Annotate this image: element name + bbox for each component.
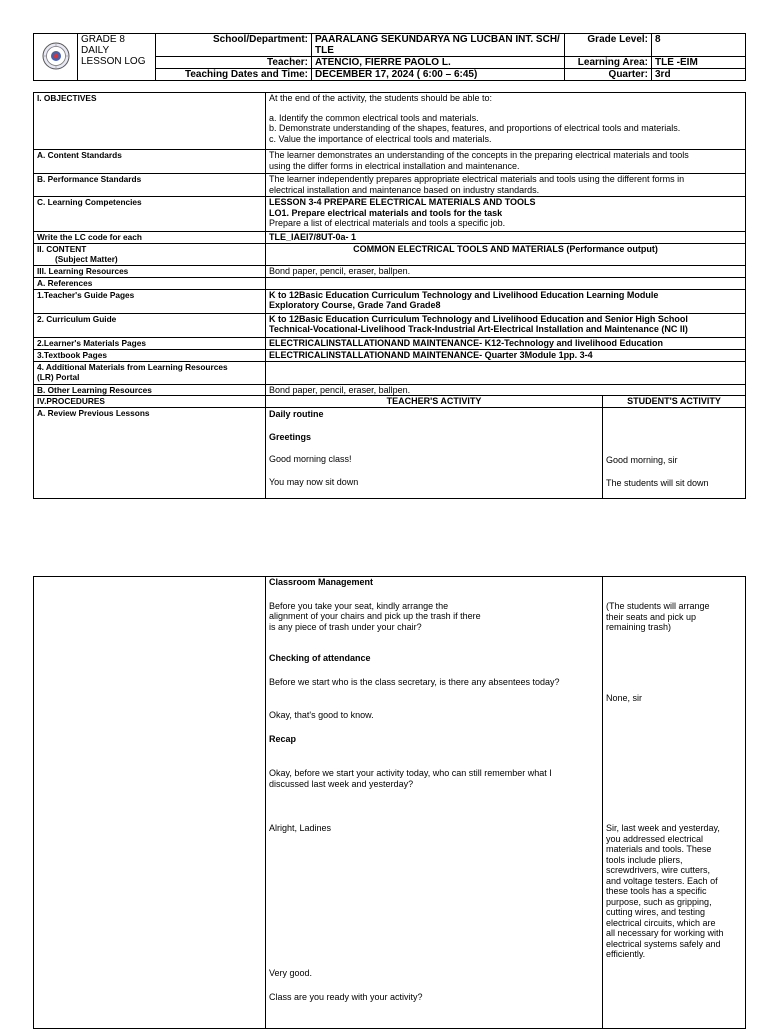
other-resources-value: Bond paper, pencil, eraser, ballpen.	[266, 384, 746, 396]
objectives-label: I. OBJECTIVES	[34, 93, 266, 150]
learners-materials-value: ELECTRICALINSTALLATIONAND MAINTENANCE- K12-Technology and livelihood Education	[266, 337, 746, 349]
references-label: A. References	[34, 277, 266, 289]
teachers-guide-label: 1.Teacher's Guide Pages	[34, 289, 266, 313]
lc-code-value: TLE_IAEI7/8UT-0a- 1	[266, 232, 746, 244]
content-standards-label: A. Content Standards	[34, 150, 266, 174]
objectives-text: At the end of the activity, the students should be able to: a. Identify the common electrical tools and materials. b. Demonstrate understanding of the shapes, features, and proportions of electrical tools and materials. c. Value the importance of electrical tools and materials.	[266, 93, 746, 150]
lc-code-label: Write the LC code for each	[34, 232, 266, 244]
title-line-2: DAILY	[81, 45, 110, 56]
log-title	[78, 34, 156, 81]
performance-standards-text: The learner independently prepares appropriate electrical materials and tools using the different forms in electrical installation and maintenance based on industry standards.	[266, 174, 746, 197]
recap-student-answer: Sir, last week and yesterday, you addressed electrical materials and tools. These tools include pliers, screwdrivers, wire cutters, and voltage testers. Each of these tools has a specific purpose, such as gripping, cutting wires, and testing electrical circuits, which are all necessary for working with electrical systems safely and efficiently.	[606, 823, 724, 959]
textbook-label: 3.Textbook Pages	[34, 349, 266, 361]
references-value	[266, 277, 746, 289]
deped-seal	[34, 34, 78, 81]
curriculum-guide-value: K to 12Basic Education Curriculum Technology and Livelihood Education and Senior High School Technical-Vocational-Livelihood Track-Industrial Art-Electrical Installation and Maintenance (NC II)	[266, 313, 746, 337]
quarter-value: 3rd	[652, 69, 746, 81]
continued-teacher-activity: Classroom Management Before you take your seat, kindly arrange the alignment of your chairs and pick up the trash if there is any piece of trash under your chair? Checking of attendance Before we start who is the class secretary, is there any absentees today? Okay, that's good to know. Recap Okay, before we start your activity today, who can still remember what I discussed last week and yesterday? Alright, Ladines Very good. Class are you ready with your activity?	[266, 577, 603, 1029]
teacher-label: Teacher:	[156, 57, 312, 69]
content-label: II. CONTENT (Subject Matter)	[34, 243, 266, 265]
textbook-value: ELECTRICALINSTALLATIONAND MAINTENANCE- Quarter 3Module 1pp. 3-4	[266, 349, 746, 361]
other-resources-label: B. Other Learning Resources	[34, 384, 266, 396]
area-value: TLE -EIM	[652, 57, 746, 69]
competencies-label: C. Learning Competencies	[34, 197, 266, 232]
procedures-label: IV.PROCEDURES	[34, 396, 266, 408]
grade-value: 8	[652, 34, 746, 57]
additional-materials-value	[266, 361, 746, 384]
grade-label: Grade Level:	[565, 34, 652, 57]
school-label: School/Department:	[156, 34, 312, 57]
lesson-table	[33, 92, 746, 499]
additional-materials-label: 4. Additional Materials from Learning Resources (LR) Portal	[34, 361, 266, 384]
teacher-activity-header: TEACHER'S ACTIVITY	[266, 396, 603, 408]
curriculum-guide-label: 2. Curriculum Guide	[34, 313, 266, 337]
title-line-1: GRADE 8	[81, 34, 125, 45]
seal-icon	[42, 42, 70, 70]
area-label: Learning Area:	[565, 57, 652, 69]
procedures-continued-table	[33, 576, 746, 1029]
review-label: A. Review Previous Lessons	[34, 408, 266, 499]
quarter-label: Quarter:	[565, 69, 652, 81]
content-value: COMMON ELECTRICAL TOOLS AND MATERIALS (Performance output)	[266, 243, 746, 265]
competencies-text: LESSON 3-4 PREPARE ELECTRICAL MATERIALS AND TOOLS LO1. Prepare electrical materials and tools for the task Prepare a list of electrical materials and tools a specific job.	[266, 197, 746, 232]
review-student-activity: Good morning, sir The students will sit down	[603, 408, 746, 499]
header-table	[33, 33, 746, 81]
procedures-continued-label	[34, 577, 266, 1029]
continued-student-activity: (The students will arrange their seats and pick up remaining trash) None, sir Sir, last week and yesterday, you addressed electrical materials and tools. These tools include pliers, screwdrivers, wire cutters, and voltage testers. Each of these tools has a specific purpose, such as gripping, cutting wires, and testing electrical circuits, which are all necessary for working with electrical systems safely and efficiently.	[603, 577, 746, 1029]
dates-label: Teaching Dates and Time:	[156, 69, 312, 81]
learning-resources-value: Bond paper, pencil, eraser, ballpen.	[266, 265, 746, 277]
learning-resources-label: III. Learning Resources	[34, 265, 266, 277]
content-standards-text: The learner demonstrates an understanding of the concepts in the preparing electrical materials and tools using the differ forms in electrical installation and maintenance.	[266, 150, 746, 174]
learners-materials-label: 2.Learner's Materials Pages	[34, 337, 266, 349]
school-value: PAARALANG SEKUNDARYA NG LUCBAN INT. SCH/ TLE	[312, 34, 565, 57]
dates-value: DECEMBER 17, 2024 ( 6:00 – 6:45)	[312, 69, 565, 81]
teachers-guide-value: K to 12Basic Education Curriculum Technology and Livelihood Education Learning Module Exploratory Course, Grade 7and Grade8	[266, 289, 746, 313]
performance-standards-label: B. Performance Standards	[34, 174, 266, 197]
title-line-3: LESSON LOG	[81, 56, 146, 67]
teacher-value: ATENCIO, FIERRE PAOLO L.	[312, 57, 565, 69]
student-activity-header: STUDENT'S ACTIVITY	[603, 396, 746, 408]
review-teacher-activity: Daily routine Greetings Good morning class! You may now sit down	[266, 408, 603, 499]
